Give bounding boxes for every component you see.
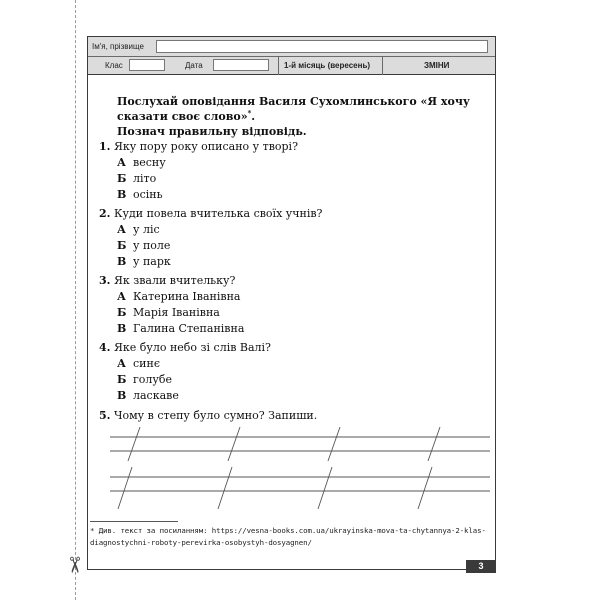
- option-2c[interactable]: В у парк: [117, 255, 171, 268]
- option-2a[interactable]: А у ліс: [117, 223, 160, 236]
- intro-text: Послухай оповідання Василя Сухомлинського «Я хочу сказати своє слово»*.: [117, 95, 470, 123]
- writing-lines-graphic: [110, 427, 490, 509]
- instructions: [117, 94, 489, 138]
- cut-line: [75, 0, 76, 600]
- month-label: 1-й місяць (вересень): [284, 61, 371, 70]
- footnote-mark: *: [247, 108, 252, 118]
- option-2b[interactable]: Б у поле: [117, 239, 171, 252]
- date-label: Дата: [185, 61, 203, 70]
- question-1: 1. Яку пору року описано у творі?: [99, 140, 298, 153]
- name-field[interactable]: [156, 40, 488, 53]
- footnote: * Див. текст за посиланням: https://vesna-books.com.ua/ukrayinska-mova-ta-chytannya-2-klas-diagnostychni-roboty-perevirka-osobystyh-dosyagnen/: [90, 526, 486, 547]
- question-2: 2. Куди повела вчителька своїх учнів?: [99, 207, 323, 220]
- header-name-row: [88, 37, 495, 57]
- question-5: 5. Чому в степу було сумно? Запиши.: [99, 409, 318, 422]
- option-3a[interactable]: А Катерина Іванівна: [117, 290, 241, 303]
- name-label: Ім'я, прізвище: [92, 42, 144, 51]
- task-text: Познач правильну відповідь.: [117, 125, 307, 138]
- header-divider: [278, 57, 279, 75]
- writing-lines[interactable]: [110, 427, 490, 509]
- footnote-divider: [90, 521, 178, 522]
- option-3b[interactable]: Б Марія Іванівна: [117, 306, 220, 319]
- option-1a[interactable]: А весну: [117, 156, 166, 169]
- header-info-row: [88, 57, 495, 75]
- worksheet-frame: [87, 36, 496, 570]
- class-label: Клас: [105, 61, 123, 70]
- question-4: 4. Яке було небо зі слів Валі?: [99, 341, 271, 354]
- option-4c[interactable]: В ласкаве: [117, 389, 179, 402]
- class-field[interactable]: [129, 59, 165, 71]
- page-number: 3: [466, 560, 496, 573]
- changes-label: ЗМІНИ: [424, 61, 450, 70]
- option-1c[interactable]: В осінь: [117, 188, 163, 201]
- option-1b[interactable]: Б літо: [117, 172, 157, 185]
- header-divider: [382, 57, 383, 75]
- scissors-icon: ✂: [61, 555, 87, 575]
- question-3: 3. Як звали вчительку?: [99, 274, 236, 287]
- date-field[interactable]: [213, 59, 269, 71]
- option-4a[interactable]: А синє: [117, 357, 160, 370]
- option-3c[interactable]: В Галина Степанівна: [117, 322, 245, 335]
- option-4b[interactable]: Б голубе: [117, 373, 172, 386]
